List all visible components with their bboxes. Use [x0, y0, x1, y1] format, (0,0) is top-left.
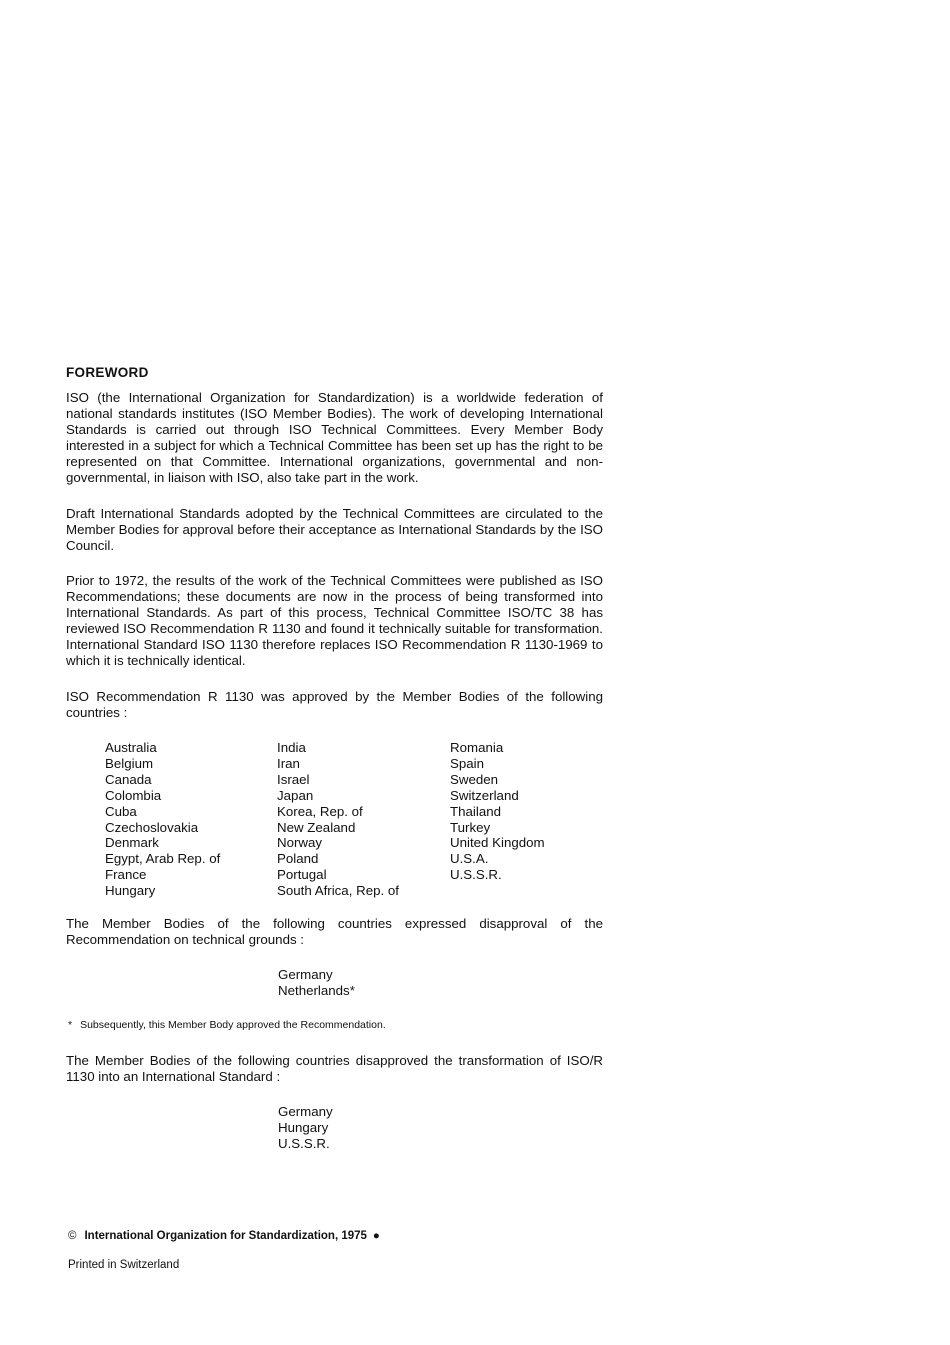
- country-item: Netherlands*: [278, 983, 355, 998]
- country-item: Norway: [277, 835, 323, 851]
- paragraph-approval-intro: ISO Recommendation R 1130 was approved by the Member Bodies of the following countries :: [66, 689, 603, 720]
- country-item: Denmark: [105, 835, 159, 851]
- country-item: Israel: [277, 771, 310, 787]
- country-item: Hungary: [105, 883, 156, 899]
- printed-in-note: Printed in Switzerland: [68, 1259, 180, 1271]
- copyright-icon: ©: [68, 1230, 77, 1242]
- copyright-text: International Organization for Standardization, 1975: [84, 1230, 367, 1242]
- country-item: Korea, Rep. of: [277, 803, 363, 819]
- country-item: Turkey: [450, 819, 491, 835]
- disapproval-countries-list: [278, 967, 355, 999]
- bullet-icon: ●: [372, 1230, 380, 1242]
- paragraph-iso-intro: ISO (the International Organization for Standardization) is a worldwide federation of national standards institutes (ISO Member Bodies). The work of developing International Standards is carried out through ISO Technical Committees. Every Member Body interested in a subject for which a Technical Committee has been set up has the right to be represented on that Committee. International organizations, governmental and non-governmental, in liaison with ISO, also take part in the work.: [66, 390, 603, 485]
- approving-countries-column-1: [105, 740, 220, 899]
- country-item: Egypt, Arab Rep. of: [105, 851, 221, 867]
- country-item: United Kingdom: [450, 835, 545, 851]
- country-item: India: [277, 740, 306, 755]
- country-item: Germany: [278, 1104, 333, 1119]
- country-item: Japan: [277, 787, 314, 803]
- approving-countries-column-2: [277, 740, 399, 899]
- country-item: Portugal: [277, 867, 327, 883]
- country-item: Romania: [450, 740, 504, 755]
- footnote: [68, 1019, 386, 1031]
- country-item: New Zealand: [277, 819, 356, 835]
- approving-countries-column-3: [450, 740, 545, 883]
- country-item: Australia: [105, 740, 157, 755]
- country-item: Iran: [277, 755, 300, 771]
- country-item: Hungary: [278, 1120, 329, 1135]
- country-item: Czechoslovakia: [105, 819, 199, 835]
- country-item: U.S.A.: [450, 851, 489, 867]
- paragraph-transformation-intro: The Member Bodies of the following countries disapproved the transformation of ISO/R 1130 into an International Standard :: [66, 1053, 603, 1084]
- paragraph-disapproval-intro: The Member Bodies of the following countries expressed disapproval of the Recommendation on technical grounds :: [66, 916, 603, 947]
- country-item: Colombia: [105, 787, 162, 803]
- country-item: France: [105, 867, 147, 883]
- country-item: Switzerland: [450, 787, 519, 803]
- paragraph-draft-standards: Draft International Standards adopted by the Technical Committees are circulated to the Member Bodies for approval before their acceptance as International Standards by the ISO Council.: [66, 506, 603, 553]
- country-item: Cuba: [105, 803, 137, 819]
- country-item: Poland: [277, 851, 319, 867]
- country-item: Thailand: [450, 803, 502, 819]
- transformation-countries-list: [278, 1104, 333, 1152]
- footnote-text: Subsequently, this Member Body approved the Recommendation.: [80, 1019, 386, 1031]
- country-item: Canada: [105, 771, 152, 787]
- copyright-line: [68, 1230, 380, 1242]
- paragraph-prior-1972: Prior to 1972, the results of the work of the Technical Committees were published as ISO Recommendations; these documents are now in the process of being transformed into International Standards. As part of this process, Technical Committee ISO/TC 38 has reviewed ISO Recommendation R 1130 and found it technically suitable for transformation. International Standard ISO 1130 therefore replaces ISO Recommendation R 1130-1969 to which it is technically identical.: [66, 573, 603, 668]
- country-item: Spain: [450, 755, 485, 771]
- country-item: Belgium: [105, 755, 154, 771]
- footnote-mark: *: [68, 1019, 73, 1031]
- country-item: U.S.S.R.: [278, 1136, 330, 1151]
- country-item: Germany: [278, 967, 333, 982]
- country-item: U.S.S.R.: [450, 867, 502, 883]
- country-item: South Africa, Rep. of: [277, 883, 399, 899]
- foreword-heading: FOREWORD: [66, 365, 149, 380]
- country-item: Sweden: [450, 771, 499, 787]
